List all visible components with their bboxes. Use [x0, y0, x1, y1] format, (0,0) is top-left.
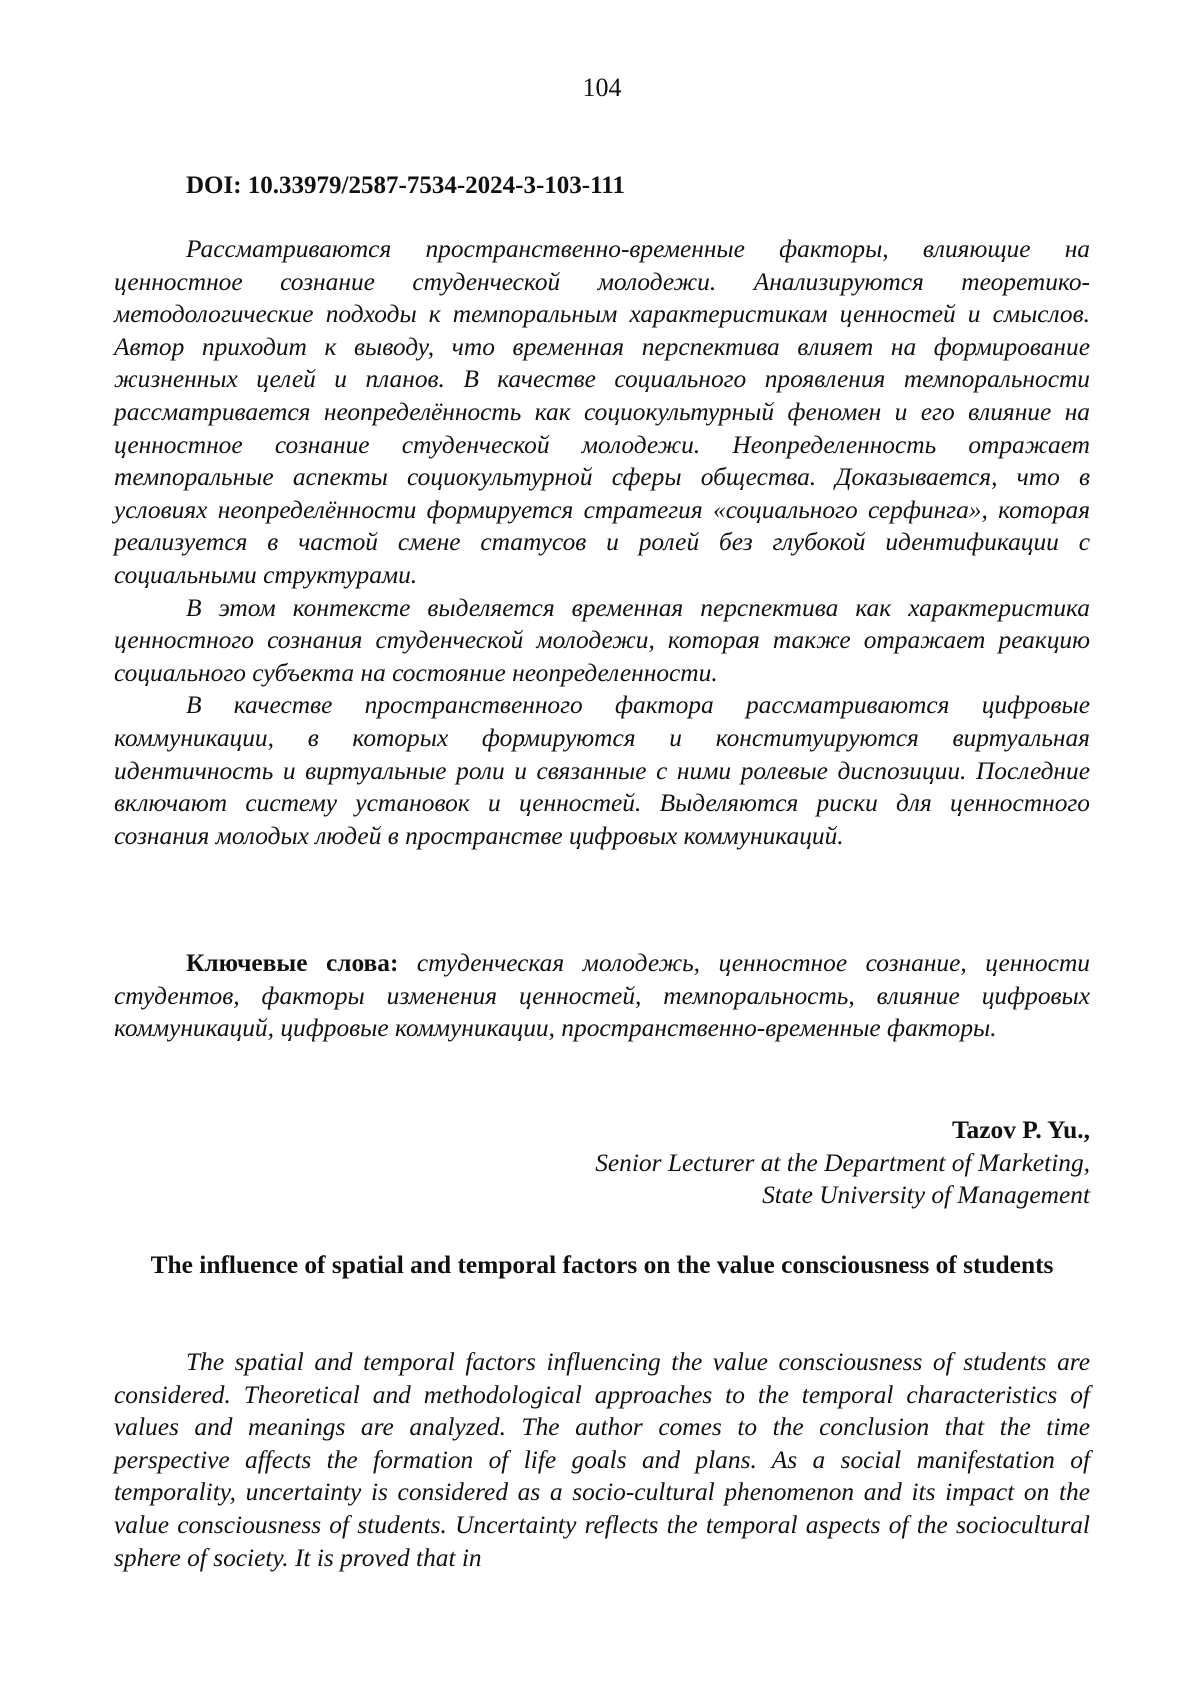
doi-identifier: DOI: 10.33979/2587-7534-2024-3-103-111: [186, 172, 625, 199]
abstract-en-paragraph: The spatial and temporal factors influencing the value consciousness of students are considered. Theoretical and methodological approaches to the temporal characteristics of values and meanings are analyzed. The author comes to the conclusion that the time perspective affects the formation of life goals and plans. As a social manifestation of temporality, uncertainty is considered as a socio-cultural phenomenon and its impact on the value consciousness of students. Uncertainty reflects the temporal aspects of the sociocultural sphere of society. It is proved that in: [114, 1348, 1090, 1572]
abstract-ru-paragraph: В качестве пространственного фактора рассматриваются цифровые коммуникации, в которых формируются и конституируются виртуальная идентичность и виртуальные роли и связанные с ними ролевые диспозиции. Последние включают систему установок и ценностей. Выделяются риски для ценностного сознания молодых людей в пространстве цифровых коммуникаций.: [114, 691, 1090, 850]
author-name: Tazov P. Yu.,: [951, 1116, 1090, 1144]
abstract-english: [114, 1346, 1090, 1574]
page-number: 104: [582, 73, 622, 102]
abstract-ru-paragraph: Рассматриваются пространственно-временные факторы, влияющие на ценностное сознание студенческой молодежи. Анализируются теоретико-методологические подходы к темпоральным характеристикам ценностей и смыслов. Автор приходит к выводу, что временная перспектива влияет на формирование жизненных целей и планов. В качестве социального проявления темпоральности рассматривается неопределённость как социокультурный феномен и его влияние на ценностное сознание студенческой молодежи. Неопределенность отражает темпоральные аспекты социокультурной сферы общества. Доказывается, что в условиях неопределённости формируется стратегия «социального серфинга», которая реализуется в частой смене статусов и ролей без глубокой идентификации с социальными структурами.: [114, 235, 1090, 589]
author-position: Senior Lecturer at the Department of Marketing,: [595, 1148, 1090, 1177]
keywords: [114, 947, 1090, 1045]
author-affiliation: State University of Management: [762, 1181, 1090, 1210]
article-title-english: The influence of spatial and temporal factors on the value consciousness of students: [150, 1251, 1054, 1279]
keywords-text: студенческая молодежь, ценностное сознание, ценности студентов, факторы изменения ценностей, темпоральность, влияние цифровых коммуникаций, цифровые коммуникации, пространственно-временные факторы.: [114, 949, 1090, 1043]
abstract-ru-paragraph: В этом контексте выделяется временная перспектива как характеристика ценностного сознания студенческой молодежи, которая также отражает реакцию социального субъекта на состояние неопределенности.: [114, 593, 1090, 687]
keywords-label: Ключевые слова:: [186, 949, 399, 977]
abstract-russian: [114, 233, 1090, 852]
author-block: [114, 1114, 1090, 1212]
